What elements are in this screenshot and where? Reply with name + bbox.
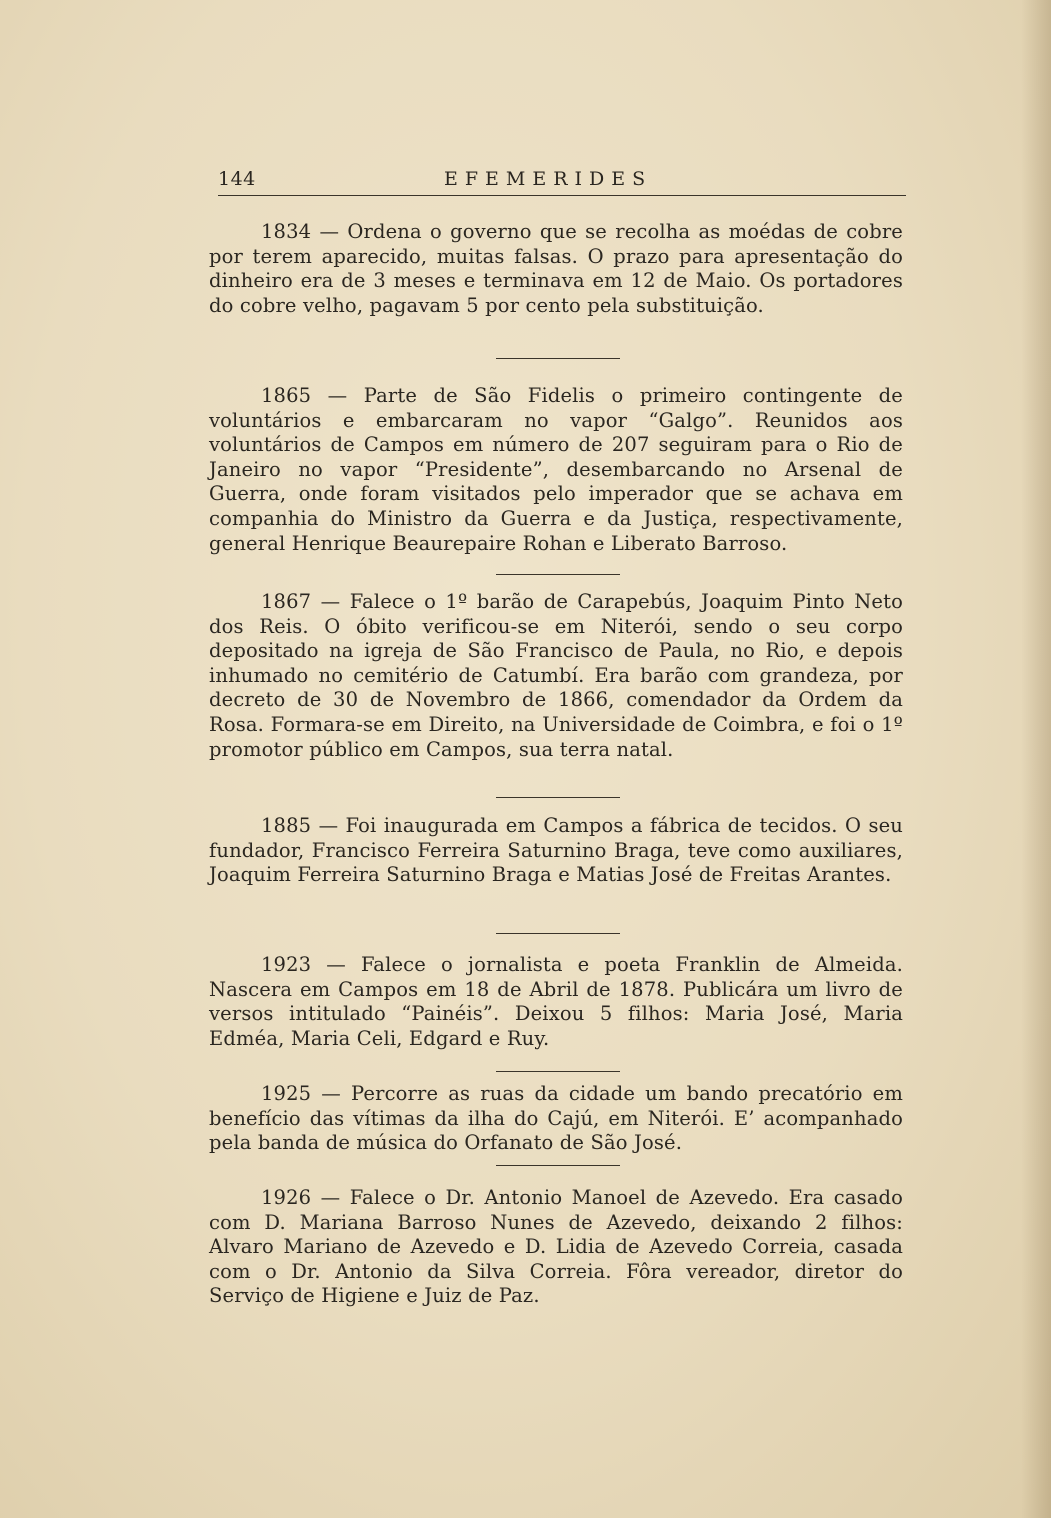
entry-separator <box>496 797 620 798</box>
entry-1865: 1865 — Parte de São Fidelis o primeiro contingente de voluntários e embarcaram no vapor “Galgo”. Reunidos aos voluntários de Campos em número de 207 seguiram para o Rio de Janeiro no vapor “Presidente”, desembarcando no Arsenal de Guerra, onde foram visitados pelo imperador que se achava em companhia do Ministro da Guerra e da Justiça, respectivamente, general Henrique Beaurepaire Rohan e Liberato Barroso. <box>209 384 903 555</box>
entry-1834: 1834 — Ordena o governo que se recolha as moédas de cobre por terem aparecido, muitas falsas. O prazo para apresentação do dinheiro era de 3 meses e terminava em 12 de Maio. Os portadores do cobre velho, pagavam 5 por cento pela substituição. <box>209 220 903 317</box>
page-header <box>218 168 906 198</box>
entry-separator <box>496 1071 620 1072</box>
entry-1923: 1923 — Falece o jornalista e poeta Franklin de Almeida. Nascera em Campos em 18 de Abril de 1878. Publicára um livro de versos intitulado “Painéis”. Deixou 5 filhos: Maria José, Maria Edméa, Maria Celi, Edgard e Ruy. <box>209 953 903 1050</box>
entry-1925: 1925 — Percorre as ruas da cidade um bando precatório em benefício das vítimas da ilha do Cajú, em Niterói. E’ acompanhado pela banda de música do Orfanato de São José. <box>209 1082 903 1155</box>
running-title: EFEMERIDES <box>444 168 653 190</box>
entry-1885: 1885 — Foi inaugurada em Campos a fábrica de tecidos. O seu fundador, Francisco Ferreira Saturnino Braga, teve como auxiliares, Joaquim Ferreira Saturnino Braga e Matias José de Freitas Arantes. <box>209 814 903 887</box>
entry-separator <box>496 358 620 359</box>
entry-separator <box>496 1165 620 1166</box>
entry-1926: 1926 — Falece o Dr. Antonio Manoel de Azevedo. Era casado com D. Mariana Barroso Nunes de Azevedo, deixando 2 filhos: Alvaro Mariano de Azevedo e D. Lidia de Azevedo Correia, casada com o Dr. Antonio da Silva Correia. Fôra vereador, diretor do Serviço de Higiene e Juiz de Paz. <box>209 1186 903 1308</box>
header-rule <box>218 195 906 196</box>
entry-1867: 1867 — Falece o 1º barão de Carapebús, Joaquim Pinto Neto dos Reis. O óbito verificou-se em Niterói, sendo o seu corpo depositado na igreja de São Francisco de Paula, no Rio, e depois inhumado no cemitério de Catumbí. Era barão com grandeza, por decreto de 30 de Novembro de 1866, comendador da Ordem da Rosa. Formara-se em Direito, na Universidade de Coimbra, e foi o 1º promotor público em Campos, sua terra natal. <box>209 590 903 761</box>
entry-separator <box>496 574 620 575</box>
page-number: 144 <box>218 168 256 190</box>
entry-separator <box>496 933 620 934</box>
